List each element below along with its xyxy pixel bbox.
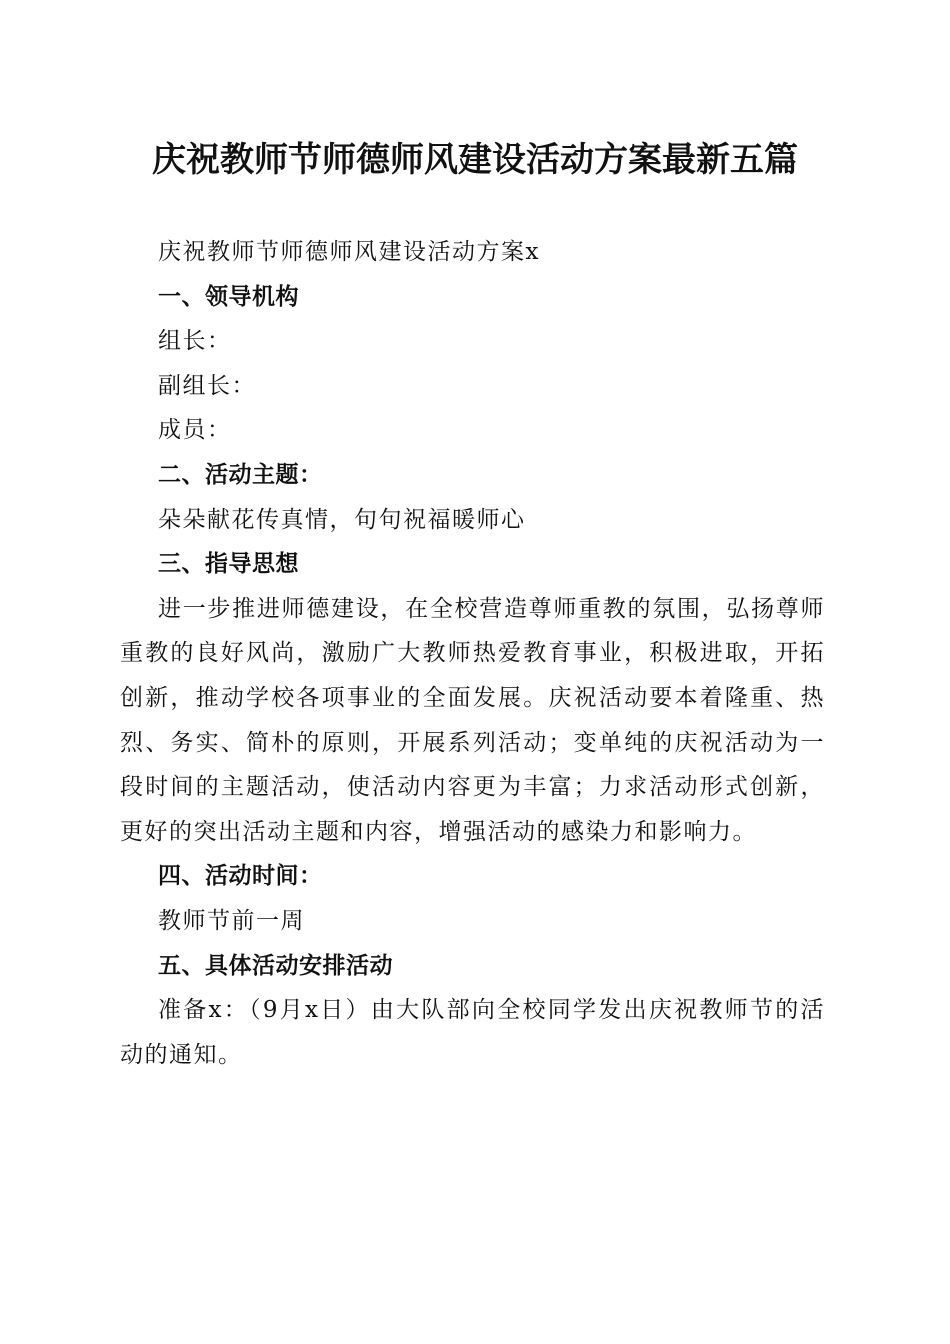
section-heading-activity-time: 四、活动时间： xyxy=(158,863,323,890)
section-heading-theme: 二、活动主题： xyxy=(158,461,323,488)
document-body xyxy=(120,230,825,1077)
plan-subtitle: 庆祝教师节师德师风建设活动方案x xyxy=(158,239,540,265)
section-heading-guiding-idea: 三、指导思想 xyxy=(158,551,299,578)
deputy-leader-line: 副组长： xyxy=(158,372,256,399)
activity-time-text: 教师节前一周 xyxy=(158,907,305,934)
leader-line: 组长： xyxy=(158,328,232,355)
document-title: 庆祝教师节师德师风建设活动方案最新五篇 xyxy=(152,140,798,180)
section-heading-activity-arrangement: 五、具体活动安排活动 xyxy=(158,952,393,979)
guiding-idea-paragraph: 进一步推进师德建设，在全校营造尊师重教的氛围，弘扬尊师重教的良好风尚，激励广大教师热爱教育事业，积极进取，开拓创新，推动学校各项事业的全面发展。庆祝活动要本着隆重、热烈、务实、简朴的原则，开展系列活动；变单纯的庆祝活动为一段时间的主题活动，使活动内容更为丰富；力求活动形式创新，更好的突出活动主题和内容，增强活动的感染力和影响力。 xyxy=(120,595,825,845)
activity-arrangement-paragraph: 准备x：（9月x日）由大队部向全校同学发出庆祝教师节的活动的通知。 xyxy=(120,997,825,1068)
section-heading-leadership: 一、领导机构 xyxy=(158,283,299,310)
theme-text: 朵朵献花传真情，句句祝福暖师心 xyxy=(158,506,526,533)
members-line: 成员： xyxy=(158,417,232,444)
